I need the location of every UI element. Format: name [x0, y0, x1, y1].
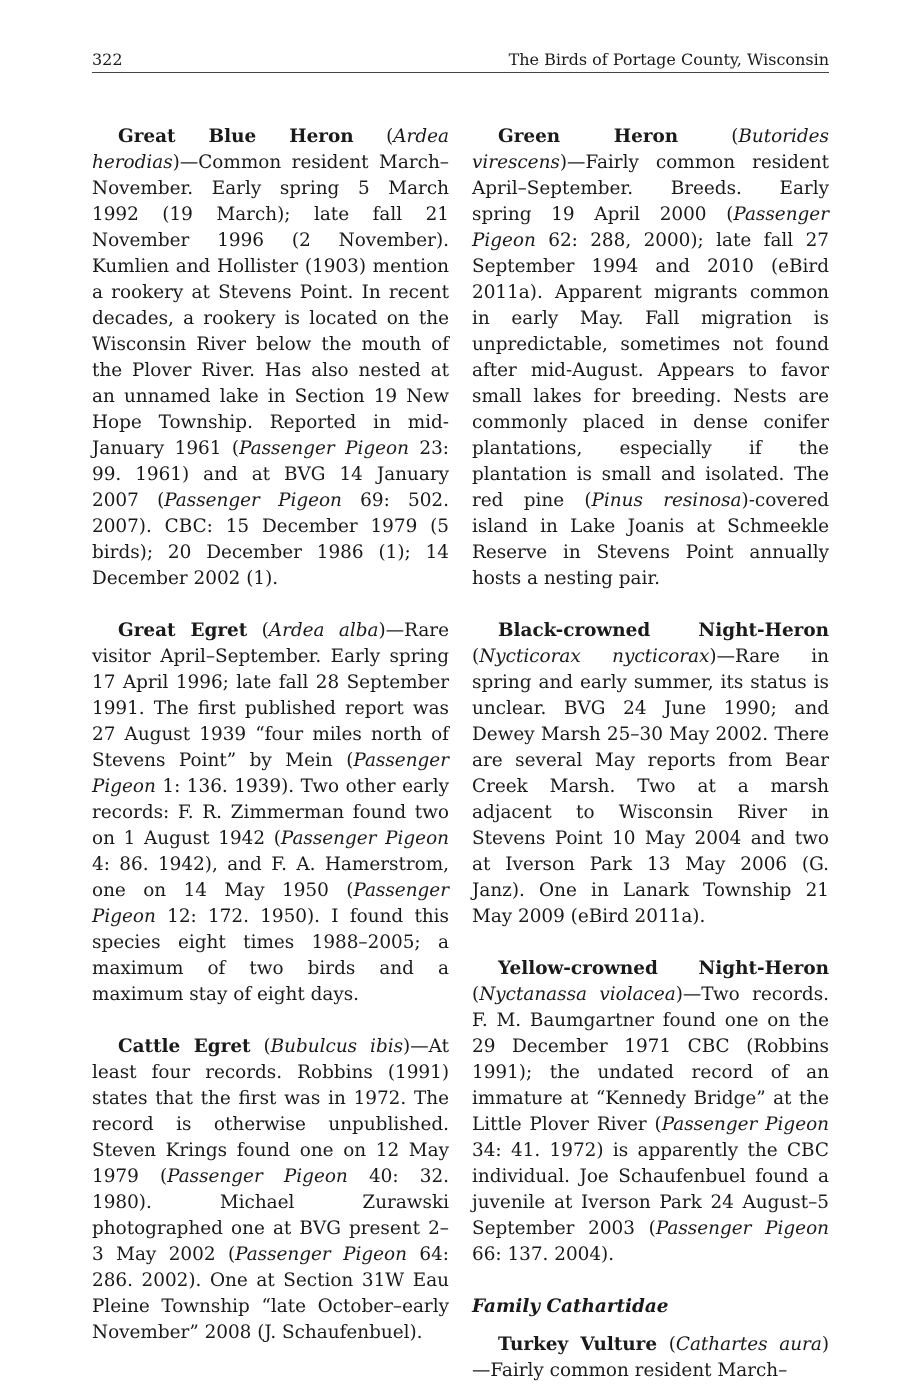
species-name: Great Blue Heron	[118, 126, 354, 147]
species-name: Black-crowned Night-Heron	[498, 620, 829, 641]
species-name: Great Egret	[118, 620, 248, 641]
species-entry-black-crowned-night-heron: Black-crowned Night-Heron (Nycticorax nycticorax)—Rare in spring and early summer, its status is unclear. BVG 24 June 1990; and Dewey Marsh 25–30 May 2002. There are several May reports from Bear Creek Marsh. Two at a marsh adjacent to Wisconsin River in Stevens Point 10 May 2004 and two at Iverson Park 13 May 2006 (G. Janz). One in Lanark Township 21 May 2009 (eBird 2011a).	[472, 620, 829, 927]
species-name: Green Heron	[498, 126, 679, 147]
left-column	[92, 124, 449, 1372]
journal-title: Passenger Pigeon	[164, 490, 342, 511]
last-entry-holder	[472, 1332, 829, 1384]
species-name: Cattle Egret	[118, 1036, 251, 1057]
running-title: The Birds of Portage County, Wisconsin	[508, 50, 829, 69]
running-header	[92, 50, 829, 73]
scientific-name: Ardea alba	[268, 620, 379, 641]
scientific-name: Bubulcus ibis	[270, 1036, 404, 1057]
journal-title: Passenger Pigeon	[280, 828, 449, 849]
species-entry-yellow-crowned-night-heron: Yellow-crowned Night-Heron (Nyctanassa violacea)—Two records. F. M. Baumgartner found one on the 29 December 1971 CBC (Robbins 1991); the undated record of an immature at “Kennedy Bridge” at the Little Plover River (Passenger Pigeon 34: 41. 1972) is apparently the CBC individual. Joe Schaufenbuel found a juvenile at Iverson Park 24 August–5 September 2003 (Passenger Pigeon 66: 137. 2004).	[472, 958, 829, 1265]
right-column	[472, 124, 829, 1384]
journal-title: Passenger Pigeon	[92, 750, 449, 797]
scientific-name: Butorides virescens	[472, 126, 829, 173]
journal-title: Passenger Pigeon	[655, 1218, 829, 1239]
scientific-name: Cathartes aura	[675, 1334, 822, 1355]
scientific-name: Ardea herodias	[92, 126, 449, 173]
right-column-entries	[472, 124, 829, 1268]
species-entry-green-heron: Green Heron (Butorides virescens)—Fairly common resident April–September. Breeds. Early spring 19 April 2000 (Passenger Pigeon 62: 288, 2000); late fall 27 September 1994 and 2010 (eBird 2011a). Apparent migrants common in early May. Fall migration is unpredictable, sometimes not found after mid-August. Appears to favor small lakes for breeding. Nests are commonly placed in dense conifer plantations, especially if the plantation is small and isolated. The red pine (Pinus resinosa)-covered island in Lake Joanis at Schmeekle Reserve in Stevens Point annually hosts a nesting pair.	[472, 126, 829, 589]
species-entry-cattle-egret: Cattle Egret (Bubulcus ibis)—At least four records. Robbins (1991) states that the first was in 1972. The record is otherwise unpublished. Steven Krings found one on 12 May 1979 (Passenger Pigeon 40: 32. 1980). Michael Zurawski photographed one at BVG present 2–3 May 2002 (Passenger Pigeon 64: 286. 2002). One at Section 31W Eau Pleine Township “late October–early November” 2008 (J. Schaufenbuel).	[92, 1036, 449, 1343]
scientific-name: Nyctanassa violacea	[479, 984, 676, 1005]
family-heading: Family Cathartidae	[472, 1296, 669, 1317]
species-entry-great-egret: Great Egret (Ardea alba)—Rare visitor April–September. Early spring 17 April 1996; late fall 28 September 1991. The first published report was 27 August 1939 “four miles north of Stevens Point” by Mein (Passenger Pigeon 1: 136. 1939). Two other early records: F. R. Zimmerman found two on 1 August 1942 (Passenger Pigeon 4: 86. 1942), and F. A. Hamerstrom, one on 14 May 1950 (Passenger Pigeon 12: 172. 1950). I found this species eight times 1988–2005; a maximum of two birds and a maximum stay of eight days.	[92, 620, 449, 1005]
journal-title: Passenger Pigeon	[92, 880, 449, 927]
species-name: Yellow-crowned Night-Heron	[498, 958, 829, 979]
page-number: 322	[92, 50, 123, 69]
species-name: Turkey Vulture	[498, 1334, 658, 1355]
scientific-name: Nycticorax nycticorax	[479, 646, 710, 667]
journal-title: Passenger Pigeon	[167, 1166, 348, 1187]
journal-title: Passenger Pigeon	[239, 438, 409, 459]
journal-title: Passenger Pigeon	[661, 1114, 829, 1135]
species-entry-great-blue-heron: Great Blue Heron (Ardea herodias)—Common resident March–November. Early spring 5 March 1992 (19 March); late fall 21 November 1996 (2 November). Kumlien and Hollister (1903) mention a rookery at Stevens Point. In recent decades, a rookery is located on the Wisconsin River below the mouth of the Plover River. Has also nested at an unnamed lake in Section 19 New Hope Township. Reported in mid-January 1961 (Passenger Pigeon 23: 99. 1961) and at BVG 14 January 2007 (Passenger Pigeon 69: 502. 2007). CBC: 15 December 1979 (5 birds); 20 December 1986 (1); 14 December 2002 (1).	[92, 126, 449, 589]
journal-title: Passenger Pigeon	[472, 204, 829, 251]
journal-title: Pinus resinosa	[591, 490, 742, 511]
journal-title: Passenger Pigeon	[235, 1244, 407, 1265]
species-entry-turkey-vulture: Turkey Vulture (Cathartes aura)—Fairly common resident March–	[472, 1334, 829, 1381]
